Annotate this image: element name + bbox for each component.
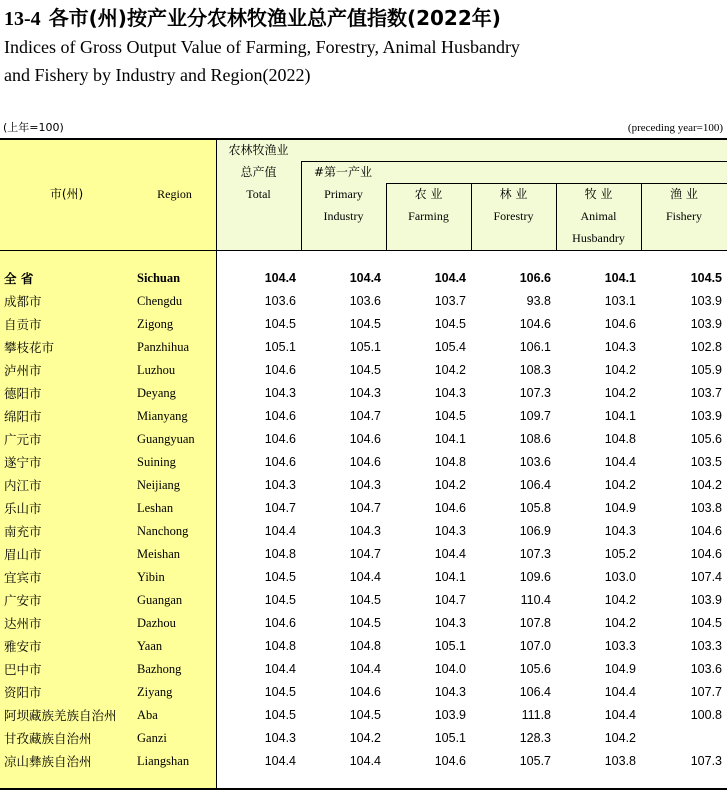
forestry-value: 107.3 (519, 547, 551, 561)
city-name: 达州市 (4, 616, 42, 631)
forestry-value: 108.6 (519, 432, 551, 446)
table-row (0, 589, 727, 612)
farming-value: 104.7 (434, 593, 466, 607)
fishery-value: 104.6 (690, 547, 722, 561)
city-name: 广元市 (4, 432, 42, 447)
header-primary-en-1: Primary (324, 187, 363, 201)
primary-industry-value: 104.5 (349, 317, 381, 331)
fishery-value: 107.4 (690, 570, 722, 584)
animal-husbandry-value: 104.2 (604, 478, 636, 492)
city-name: 南充市 (4, 524, 42, 539)
total-value: 104.5 (264, 708, 296, 722)
farming-value: 104.4 (434, 271, 466, 285)
fishery-value: 107.3 (690, 754, 722, 768)
total-value: 104.3 (264, 478, 296, 492)
farming-value: 104.2 (434, 478, 466, 492)
farming-value: 104.5 (434, 409, 466, 423)
forestry-value: 104.6 (519, 317, 551, 331)
primary-industry-value: 104.5 (349, 708, 381, 722)
region-name: Leshan (137, 501, 174, 515)
total-value: 104.6 (264, 409, 296, 423)
animal-husbandry-value: 104.1 (604, 271, 636, 285)
animal-husbandry-value: 105.2 (604, 547, 636, 561)
farming-value: 104.3 (434, 524, 466, 538)
city-name: 巴中市 (4, 662, 42, 677)
forestry-value: 103.6 (519, 455, 551, 469)
primary-industry-value: 104.4 (349, 570, 381, 584)
region-name: Aba (137, 708, 158, 722)
forestry-value: 106.4 (519, 478, 551, 492)
header-forestry-zh: 林 业 (499, 187, 528, 201)
table-row (0, 750, 727, 773)
forestry-value: 105.6 (519, 662, 551, 676)
table-row (0, 382, 727, 405)
farming-value: 104.1 (434, 432, 466, 446)
region-name: Suining (137, 455, 176, 469)
farming-value: 105.1 (434, 731, 466, 745)
primary-industry-value: 104.3 (349, 478, 381, 492)
forestry-value: 106.4 (519, 685, 551, 699)
animal-husbandry-value: 104.8 (604, 432, 636, 446)
fishery-value: 105.9 (690, 363, 722, 377)
region-name: Yaan (137, 639, 163, 653)
animal-husbandry-value: 104.2 (604, 593, 636, 607)
forestry-value: 93.8 (526, 294, 551, 308)
forestry-value: 105.7 (519, 754, 551, 768)
total-value: 104.5 (264, 685, 296, 699)
header-animal-zh: 牧 业 (584, 187, 613, 201)
primary-industry-value: 104.6 (349, 685, 381, 699)
fishery-value: 103.8 (690, 501, 722, 515)
region-name: Panzhihua (137, 340, 190, 354)
region-name: Ziyang (137, 685, 173, 699)
region-name: Yibin (137, 570, 165, 584)
fishery-value: 103.5 (690, 455, 722, 469)
table-number: 13-4 (4, 8, 41, 30)
fishery-value: 107.7 (690, 685, 722, 699)
total-value: 104.4 (264, 524, 296, 538)
farming-value: 104.3 (434, 616, 466, 630)
city-name: 宜宾市 (4, 570, 42, 585)
primary-industry-value: 104.3 (349, 386, 381, 400)
city-name: 全 省 (4, 271, 34, 286)
base-note-en: (preceding year=100) (627, 122, 723, 134)
forestry-value: 108.3 (519, 363, 551, 377)
animal-husbandry-value: 104.4 (604, 685, 636, 699)
fishery-value: 103.9 (690, 294, 722, 308)
table-row (0, 612, 727, 635)
primary-industry-value: 104.2 (349, 731, 381, 745)
table-body (0, 267, 727, 773)
total-value: 104.4 (264, 271, 296, 285)
fishery-value: 100.8 (690, 708, 722, 722)
forestry-value: 128.3 (519, 731, 551, 745)
table-bottom-rule (0, 788, 727, 790)
animal-husbandry-value: 104.1 (604, 409, 636, 423)
city-name: 攀枝花市 (4, 340, 55, 355)
header-fishery-en: Fishery (666, 209, 702, 223)
animal-husbandry-value: 104.2 (604, 363, 636, 377)
total-value: 104.6 (264, 363, 296, 377)
city-name: 资阳市 (4, 685, 42, 700)
region-name: Sichuan (137, 271, 181, 285)
farming-value: 104.5 (434, 317, 466, 331)
primary-industry-value: 104.5 (349, 616, 381, 630)
forestry-value: 106.6 (519, 271, 551, 285)
table-row (0, 727, 727, 750)
primary-industry-value: 104.6 (349, 432, 381, 446)
total-value: 104.6 (264, 432, 296, 446)
total-value: 104.6 (264, 616, 296, 630)
total-value: 103.6 (264, 294, 296, 308)
city-name: 雅安市 (4, 639, 42, 654)
total-value: 104.5 (264, 317, 296, 331)
header-fishery-zh: 渔 业 (670, 187, 698, 201)
forestry-value: 109.6 (519, 570, 551, 584)
header-animal-en-1: Animal (580, 209, 617, 223)
table-title (4, 6, 501, 31)
farming-value: 105.1 (434, 639, 466, 653)
forestry-value: 105.8 (519, 501, 551, 515)
forestry-value: 107.0 (519, 639, 551, 653)
header-total-en: Total (246, 187, 271, 201)
table-top-rule (0, 138, 727, 140)
farming-value: 104.3 (434, 685, 466, 699)
animal-husbandry-value: 104.9 (604, 501, 636, 515)
total-value: 104.7 (264, 501, 296, 515)
header-region: Region (157, 187, 192, 201)
region-name: Liangshan (137, 754, 190, 768)
total-value: 104.3 (264, 386, 296, 400)
primary-industry-value: 103.6 (349, 294, 381, 308)
region-name: Bazhong (137, 662, 182, 676)
table-row (0, 290, 727, 313)
farming-value: 104.3 (434, 386, 466, 400)
table-row (0, 451, 727, 474)
forestry-value: 107.8 (519, 616, 551, 630)
fishery-value: 104.5 (690, 271, 722, 285)
fishery-value: 105.6 (690, 432, 722, 446)
table-row (0, 359, 727, 382)
fishery-value: 104.6 (690, 524, 722, 538)
total-value: 104.3 (264, 731, 296, 745)
region-name: Mianyang (137, 409, 188, 423)
forestry-value: 111.8 (521, 708, 551, 722)
total-value: 105.1 (264, 340, 296, 354)
table-row (0, 681, 727, 704)
city-name: 德阳市 (4, 386, 42, 401)
animal-husbandry-value: 104.3 (604, 340, 636, 354)
region-name: Meishan (137, 547, 181, 561)
region-name: Neijiang (137, 478, 181, 492)
animal-husbandry-value: 103.3 (604, 639, 636, 653)
base-note-zh: (上年=100) (3, 121, 64, 134)
city-name: 乐山市 (4, 501, 42, 516)
table-row (0, 566, 727, 589)
header-bottom-rule (0, 250, 727, 251)
city-name: 成都市 (4, 294, 42, 309)
city-name: 遂宁市 (4, 455, 42, 470)
table-row (0, 543, 727, 566)
animal-husbandry-value: 104.2 (604, 616, 636, 630)
animal-husbandry-value: 104.3 (604, 524, 636, 538)
primary-industry-value: 104.5 (349, 593, 381, 607)
region-name: Guangan (137, 593, 183, 607)
fishery-value: 103.9 (690, 409, 722, 423)
header-city: 市(州) (49, 187, 84, 201)
table-title-en-line1: Indices of Gross Output Value of Farming, Forestry, Animal Husbandry (4, 37, 520, 57)
primary-industry-value: 104.4 (349, 271, 381, 285)
forestry-value: 106.9 (519, 524, 551, 538)
farming-value: 105.4 (434, 340, 466, 354)
farming-value: 103.9 (434, 708, 466, 722)
region-name: Dazhou (137, 616, 176, 630)
farming-value: 104.1 (434, 570, 466, 584)
animal-husbandry-value: 104.9 (604, 662, 636, 676)
table-row (0, 497, 727, 520)
table-row (0, 313, 727, 336)
header-total-zh-2: 总产值 (240, 165, 277, 179)
forestry-value: 109.7 (519, 409, 551, 423)
table-row (0, 428, 727, 451)
farming-value: 104.4 (434, 547, 466, 561)
primary-industry-value: 104.5 (349, 363, 381, 377)
animal-husbandry-value: 104.6 (604, 317, 636, 331)
primary-industry-value: 104.3 (349, 524, 381, 538)
farming-value: 104.6 (434, 754, 466, 768)
region-name: Guangyuan (137, 432, 195, 446)
city-name: 阿坝藏族羌族自治州 (4, 708, 117, 723)
header-total-zh-1: 农林牧渔业 (228, 143, 289, 157)
fishery-value: 103.7 (690, 386, 722, 400)
fishery-value: 103.9 (690, 593, 722, 607)
total-value: 104.8 (264, 639, 296, 653)
fishery-value: 104.2 (690, 478, 722, 492)
farming-value: 104.6 (434, 501, 466, 515)
table-row (0, 336, 727, 359)
city-name: 广安市 (4, 593, 42, 608)
header-primary-group: #第一产业 (314, 165, 373, 179)
table-row (0, 704, 727, 727)
table-row (0, 267, 727, 290)
table-row (0, 658, 727, 681)
farming-value: 104.0 (434, 662, 466, 676)
primary-industry-value: 104.7 (349, 409, 381, 423)
region-name: Luzhou (137, 363, 176, 377)
animal-husbandry-value: 104.2 (604, 386, 636, 400)
region-name: Zigong (137, 317, 174, 331)
animal-husbandry-value: 103.0 (604, 570, 636, 584)
region-name: Ganzi (137, 731, 167, 745)
city-name: 泸州市 (4, 363, 42, 378)
fishery-value: 104.5 (690, 616, 722, 630)
total-value: 104.5 (264, 593, 296, 607)
total-value: 104.6 (264, 455, 296, 469)
animal-husbandry-value: 104.2 (604, 731, 636, 745)
table-row (0, 520, 727, 543)
city-name: 凉山彝族自治州 (4, 754, 92, 769)
total-value: 104.4 (264, 662, 296, 676)
primary-group-left-rule (301, 161, 302, 250)
animal-husbandry-value: 103.8 (604, 754, 636, 768)
animal-husbandry-value: 104.4 (604, 708, 636, 722)
header-farming-zh: 农 业 (414, 187, 443, 201)
header-primary-en-2: Industry (323, 209, 364, 223)
table-row (0, 474, 727, 497)
total-value: 104.4 (264, 754, 296, 768)
total-value: 104.5 (264, 570, 296, 584)
city-name: 绵阳市 (4, 409, 42, 424)
primary-industry-value: 105.1 (349, 340, 381, 354)
primary-industry-value: 104.4 (349, 662, 381, 676)
table-title-zh: 各市(州)按产业分农林牧渔业总产值指数(2022年) (48, 6, 501, 30)
primary-industry-value: 104.8 (349, 639, 381, 653)
header-forestry-en: Forestry (493, 209, 534, 223)
farming-value: 104.8 (434, 455, 466, 469)
animal-husbandry-value: 103.1 (604, 294, 636, 308)
region-name: Deyang (137, 386, 176, 400)
table-title-en-line2: and Fishery by Industry and Region(2022) (4, 65, 311, 85)
primary-industry-value: 104.4 (349, 754, 381, 768)
primary-group-top-rule (301, 161, 727, 162)
farming-value: 103.7 (434, 294, 466, 308)
region-name: Nanchong (137, 524, 189, 538)
farming-value: 104.2 (434, 363, 466, 377)
animal-husbandry-value: 104.4 (604, 455, 636, 469)
primary-industry-value: 104.7 (349, 501, 381, 515)
forestry-value: 110.4 (520, 593, 551, 607)
table-row (0, 405, 727, 428)
city-name: 甘孜藏族自治州 (4, 731, 92, 746)
region-name: Chengdu (137, 294, 183, 308)
city-name: 眉山市 (4, 547, 42, 562)
primary-industry-value: 104.6 (349, 455, 381, 469)
fishery-value: 102.8 (690, 340, 722, 354)
forestry-value: 106.1 (519, 340, 551, 354)
primary-industry-value: 104.7 (349, 547, 381, 561)
table-row (0, 635, 727, 658)
fishery-value (641, 727, 727, 750)
city-name: 自贡市 (4, 317, 42, 332)
header-farming-en: Farming (408, 209, 449, 223)
fishery-value: 103.3 (690, 639, 722, 653)
header-animal-en-2: Husbandry (572, 231, 625, 245)
fishery-value: 103.6 (690, 662, 722, 676)
total-value: 104.8 (264, 547, 296, 561)
fishery-value: 103.9 (690, 317, 722, 331)
city-name: 内江市 (4, 478, 42, 493)
forestry-value: 107.3 (519, 386, 551, 400)
